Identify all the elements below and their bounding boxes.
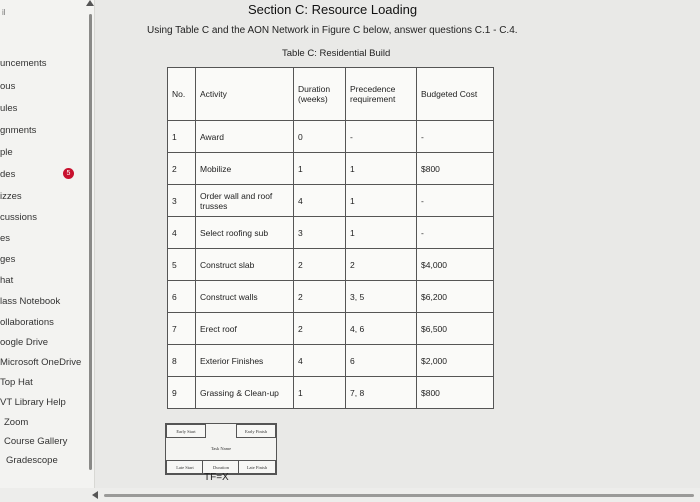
row-no: 2 <box>168 153 196 185</box>
table-row <box>168 185 494 217</box>
row-duration: 2 <box>294 281 346 313</box>
horizontal-scrollbar[interactable] <box>104 494 694 497</box>
row-activity: Construct slab <box>196 249 294 281</box>
sidebar-item-assignments[interactable]: gnments <box>0 125 37 136</box>
sidebar-item-chat[interactable]: hat <box>0 275 14 286</box>
row-activity: Grassing & Clean-up <box>196 377 294 409</box>
legend-late-finish: Late Finish <box>238 460 276 474</box>
sidebar-item-microsoft-onedrive[interactable]: Microsoft OneDrive <box>0 357 82 368</box>
row-cost: $800 <box>417 377 494 409</box>
scroll-left-arrow-icon[interactable] <box>92 491 98 499</box>
row-activity: Mobilize <box>196 153 294 185</box>
row-no: 9 <box>168 377 196 409</box>
row-cost: - <box>417 217 494 249</box>
table-row <box>168 345 494 377</box>
row-cost: $6,500 <box>417 313 494 345</box>
row-no: 8 <box>168 345 196 377</box>
row-activity: Select roofing sub <box>196 217 294 249</box>
row-precedence: - <box>346 121 417 153</box>
sidebar-item-course-gallery[interactable]: Course Gallery <box>4 436 68 447</box>
sidebar-item-library-help[interactable]: VT Library Help <box>0 397 66 408</box>
row-no: 5 <box>168 249 196 281</box>
sidebar-item-quizzes[interactable]: izzes <box>0 191 22 202</box>
row-no: 7 <box>168 313 196 345</box>
grades-count-badge: 5 <box>63 168 74 179</box>
row-activity: Exterior Finishes <box>196 345 294 377</box>
vertical-scrollbar[interactable] <box>89 14 92 470</box>
row-duration: 4 <box>294 345 346 377</box>
row-duration: 4 <box>294 185 346 217</box>
table-row <box>168 153 494 185</box>
header-cost: Budgeted Cost <box>417 68 494 121</box>
table-row <box>168 249 494 281</box>
row-precedence: 4, 6 <box>346 313 417 345</box>
row-no: 3 <box>168 185 196 217</box>
header-no: No. <box>168 68 196 121</box>
residential-build-table <box>167 67 494 409</box>
sidebar-item-gradescope[interactable]: Gradescope <box>6 455 58 466</box>
sidebar-item-syllabus[interactable]: ous <box>0 81 16 92</box>
sidebar-item-pages[interactable]: ges <box>0 254 16 265</box>
sidebar-item-zoom[interactable]: Zoom <box>4 417 29 428</box>
table-row <box>168 281 494 313</box>
legend-duration: Duration <box>202 460 240 474</box>
row-duration: 1 <box>294 153 346 185</box>
section-title: Section C: Resource Loading <box>248 2 418 17</box>
table-caption: Table C: Residential Build <box>282 48 391 59</box>
row-activity: Erect roof <box>196 313 294 345</box>
course-sidebar <box>0 0 95 502</box>
row-precedence: 7, 8 <box>346 377 417 409</box>
table-row <box>168 377 494 409</box>
legend-late-start: Late Start <box>166 460 204 474</box>
row-duration: 0 <box>294 121 346 153</box>
row-precedence: 6 <box>346 345 417 377</box>
row-no: 1 <box>168 121 196 153</box>
header-precedence: Precedence requirement <box>346 68 417 121</box>
row-duration: 3 <box>294 217 346 249</box>
row-duration: 2 <box>294 313 346 345</box>
row-precedence: 1 <box>346 217 417 249</box>
row-cost: - <box>417 121 494 153</box>
scroll-up-arrow-icon[interactable] <box>86 0 94 6</box>
table-row <box>168 121 494 153</box>
sidebar-item-discussions[interactable]: cussions <box>0 212 37 223</box>
aon-node-legend <box>165 423 277 475</box>
header-duration: Duration (weeks) <box>294 68 346 121</box>
sidebar-item-announcements[interactable]: uncements <box>0 58 47 69</box>
row-cost: $4,000 <box>417 249 494 281</box>
row-duration: 2 <box>294 249 346 281</box>
table-row <box>168 217 494 249</box>
row-precedence: 1 <box>346 185 417 217</box>
table-row <box>168 313 494 345</box>
row-precedence: 2 <box>346 249 417 281</box>
row-activity: Order wall and roof trusses <box>196 185 294 217</box>
row-no: 6 <box>168 281 196 313</box>
row-precedence: 1 <box>346 153 417 185</box>
legend-task-name: Task Name <box>210 446 232 451</box>
row-cost: - <box>417 185 494 217</box>
sidebar-item-top-hat[interactable]: Top Hat <box>0 377 33 388</box>
row-cost: $800 <box>417 153 494 185</box>
sidebar-top-mark: il <box>2 8 6 17</box>
row-precedence: 3, 5 <box>346 281 417 313</box>
instructions-text: Using Table C and the AON Network in Figure C below, answer questions C.1 - C.4. <box>147 25 518 36</box>
sidebar-item-collaborations[interactable]: ollaborations <box>0 317 54 328</box>
sidebar-item-grades[interactable]: des <box>0 169 16 180</box>
sidebar-item-google-drive[interactable]: oogle Drive <box>0 337 49 348</box>
header-activity: Activity <box>196 68 294 121</box>
row-cost: $6,200 <box>417 281 494 313</box>
sidebar-item-files[interactable]: es <box>0 233 11 244</box>
total-float-label: TF=X <box>204 472 229 483</box>
row-activity: Construct walls <box>196 281 294 313</box>
legend-early-finish: Early Finish <box>236 424 276 438</box>
legend-early-start: Early Start <box>166 424 206 438</box>
sidebar-item-people[interactable]: ple <box>0 147 13 158</box>
row-activity: Award <box>196 121 294 153</box>
row-cost: $2,000 <box>417 345 494 377</box>
row-no: 4 <box>168 217 196 249</box>
row-duration: 1 <box>294 377 346 409</box>
sidebar-item-modules[interactable]: ules <box>0 103 18 114</box>
sidebar-item-class-notebook[interactable]: lass Notebook <box>0 296 61 307</box>
